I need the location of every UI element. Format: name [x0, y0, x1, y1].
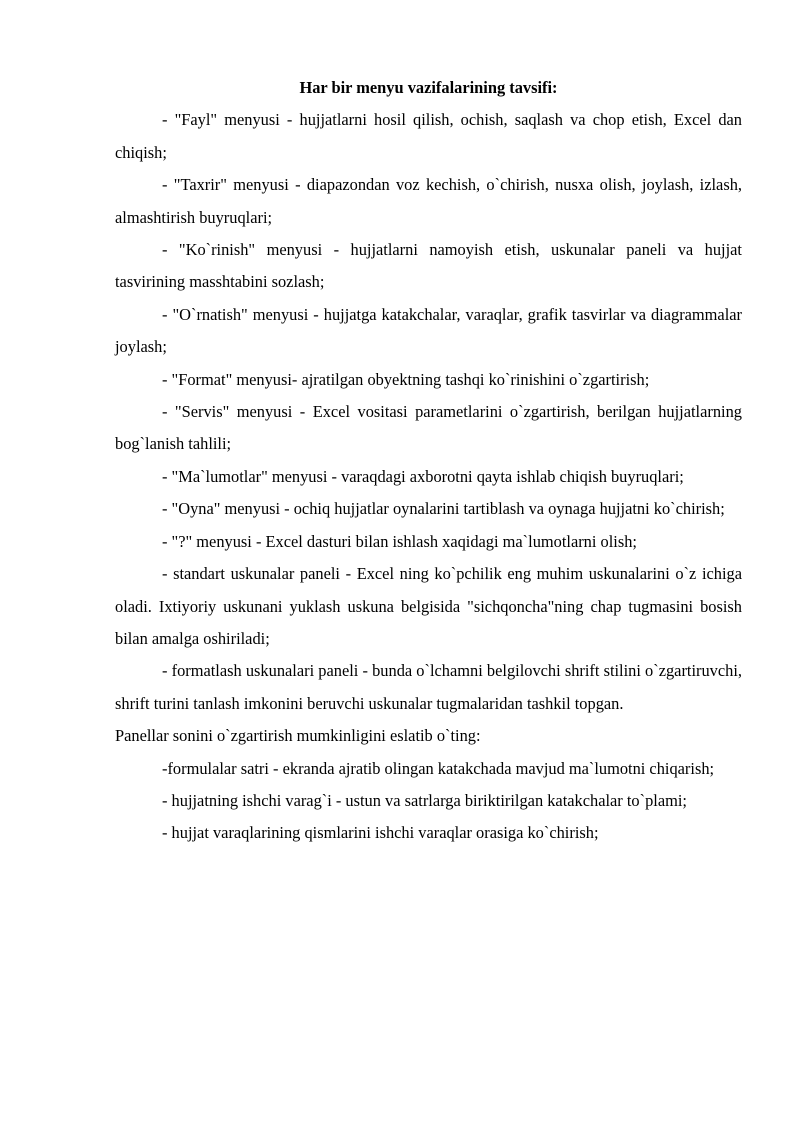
- paragraph-format-menu: - "Format" menyusi- ajratilgan obyektning tashqi ko`rinishini o`zgartirish;: [162, 369, 650, 389]
- paragraph-sheet-copy: - hujjat varaqlarining qismlarini ishchi varaqlar orasiga ko`chirish;: [162, 823, 599, 843]
- paragraph-help-menu: - "?" menyusi - Excel dasturi bilan ishlash xaqidagi ma`lumotlarni olish;: [162, 531, 637, 551]
- paragraph-standard-toolbar: - standart uskunalar paneli - Excel ning ko`pchilik eng muhim uskunalarini o`z ichiga oladi. Ixtiyoriy uskunani yuklash uskuna belgisida "sichqoncha"ning chap tugmasini bosish bilan amalga oshiriladi;: [115, 564, 742, 648]
- paragraph-servis-menu: - "Servis" menyusi - Excel vositasi parametlarini o`zgartirish, berilgan hujjatlarning bog`lanish tahlili;: [115, 402, 742, 454]
- document-body: [115, 72, 742, 850]
- paragraph-taxrir-menu: - "Taxrir" menyusi - diapazondan voz kechish, o`chirish, nusxa olish, joylash, izlash, almashtirish buyruqlari;: [115, 175, 742, 227]
- paragraph-oyna-menu: - "Oyna" menyusi - ochiq hujjatlar oynalarini tartiblash va oynaga hujjatni ko`chirish;: [162, 499, 725, 519]
- paragraph-ornatish-menu: - "O`rnatish" menyusi - hujjatga katakchalar, varaqlar, grafik tasvirlar va diagrammalar joylash;: [115, 304, 742, 357]
- paragraph-fayl-menu: - "Fayl" menyusi - hujjatlarni hosil qilish, ochish, saqlash va chop etish, Excel dan chiqish;: [115, 110, 742, 162]
- paragraph-malumotlar-menu: - "Ma`lumotlar" menyusi - varaqdagi axborotni qayta ishlab chiqish buyruqlari;: [162, 466, 684, 486]
- paragraph-formula-bar: -formulalar satri - ekranda ajratib olingan katakchada mavjud ma`lumotni chiqarish;: [162, 758, 715, 778]
- paragraph-panels-intro: Panellar sonini o`zgartirish mumkinligini eslatib o`ting:: [115, 726, 481, 746]
- document-title: Har bir menyu vazifalarining tavsifi:: [299, 78, 558, 97]
- paragraph-korinish-menu: - "Ko`rinish" menyusi - hujjatlarni namoyish etish, uskunalar paneli va hujjat tasvirining masshtabini sozlash;: [115, 240, 742, 292]
- paragraph-formatting-toolbar: - formatlash uskunalari paneli - bunda o`lchamni belgilovchi shrift stilini o`zgartiruvchi, shrift turini tanlash imkonini beruvchi uskunalar tugmalaridan tashkil topgan.: [115, 661, 742, 713]
- paragraph-worksheet: - hujjatning ishchi varag`i - ustun va satrlarga biriktirilgan katakchalar to`plami;: [162, 790, 687, 810]
